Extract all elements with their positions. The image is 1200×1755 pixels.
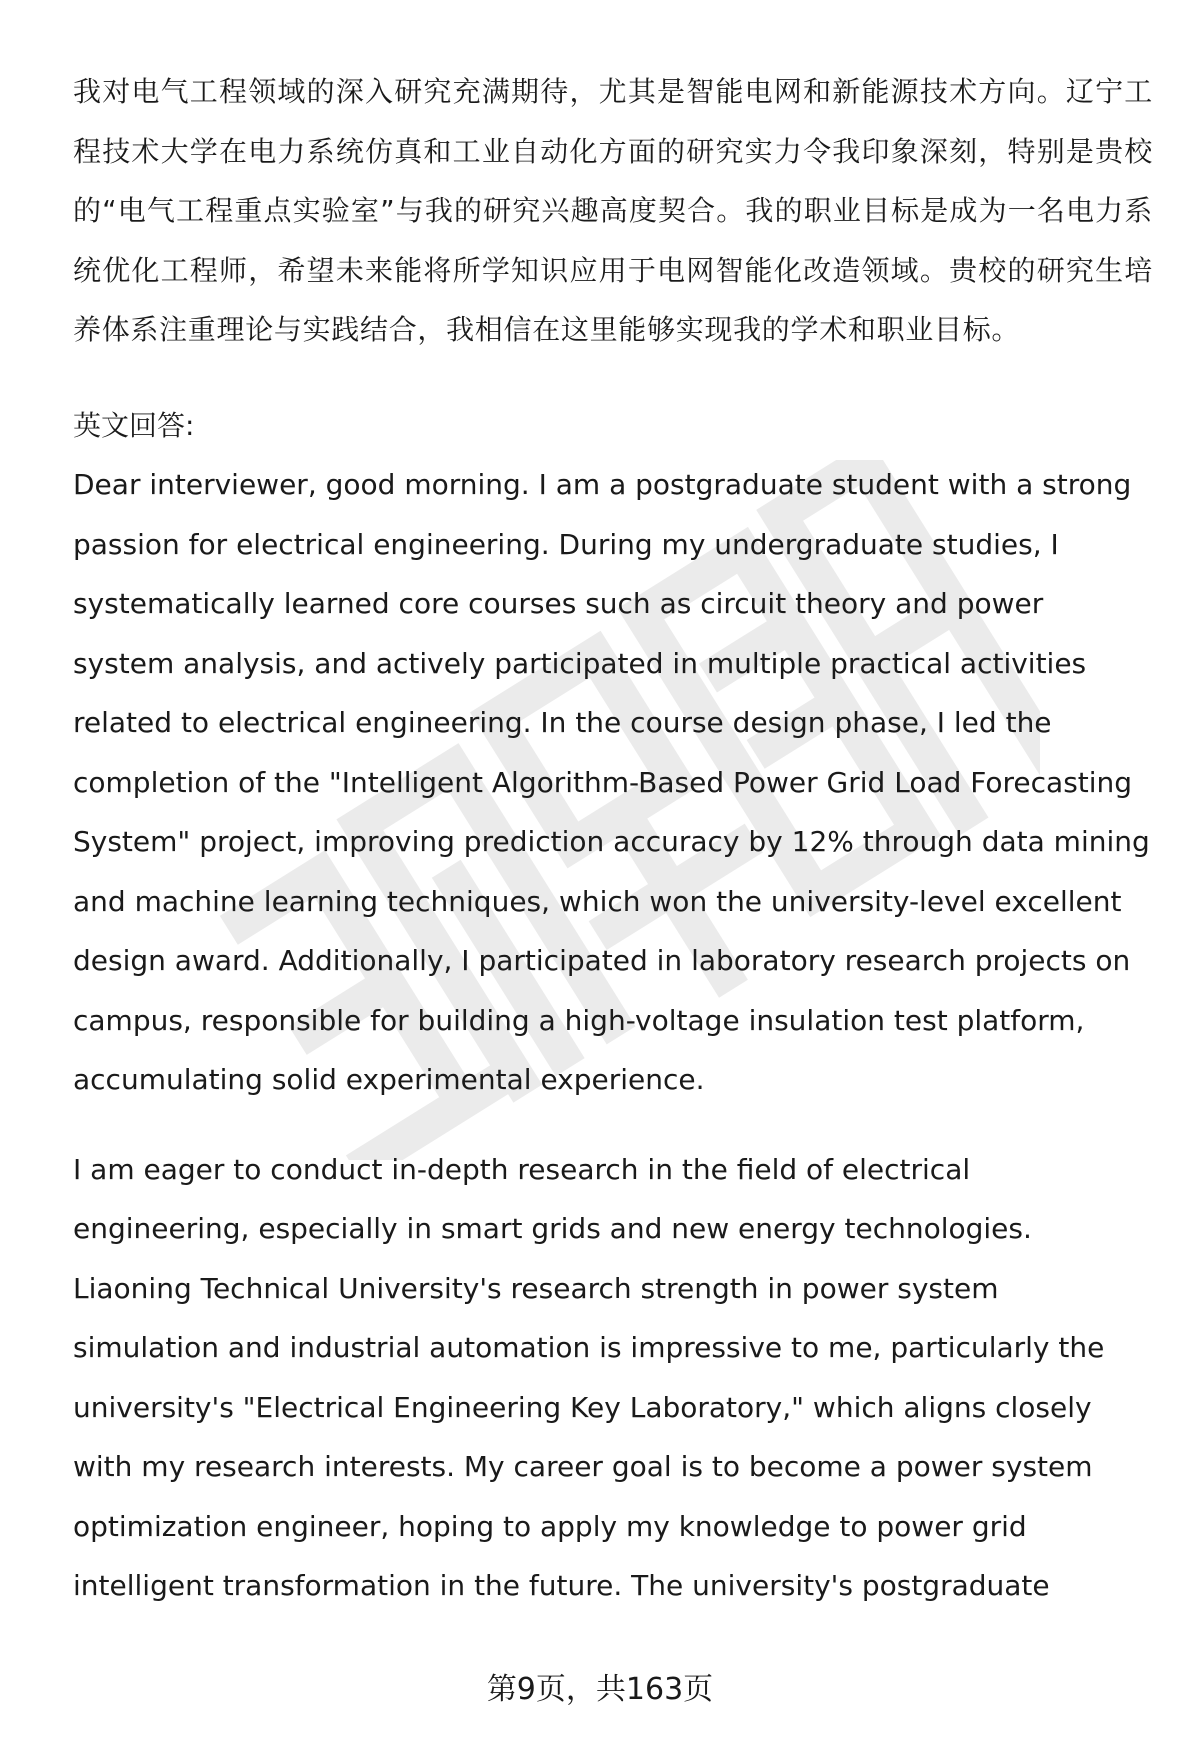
english-answer-label: 英文回答:: [73, 408, 195, 442]
paragraph-english-2: I am eager to conduct in-depth research in the field of electrical engineering, especially in smart grids and new energy technologies. Liaoning Technical University's research strength in power system simulation and industrial automation is impressive to me, particularly the university's "Electrical Engineering Key Laboratory," which aligns closely with my research interests. My career goal is to become a power system optimization engineer, hoping to apply my knowledge to power grid intelligent transformation in the future. The university's postgraduate: [73, 1152, 1105, 1602]
paragraph-english-1: Dear interviewer, good morning. I am a postgraduate student with a strong passion for electrical engineering. During my undergraduate studies, I systematically learned core courses such as circuit theory and power system analysis, and actively participated in multiple practical activities related to electrical engineering. In the course design phase, I led the completion of the "Intelligent Algorithm-Based Power Grid Load Forecasting System" project, improving prediction accuracy by 12% through data mining and machine learning techniques, which won the university-level excellent design award. Additionally, I participated in laboratory research projects on campus, responsible for building a high-voltage insulation test platform, accumulating solid experimental experience.: [73, 468, 1150, 1096]
paragraph-chinese: 我对电气工程领域的深入研究充满期待，尤其是智能电网和新能源技术方向。辽宁工程技术大学在电力系统仿真和工业自动化方面的研究实力令我印象深刻，特别是贵校的“电气工程重点实验室”与我的研究兴趣高度契合。我的职业目标是成为一名电力系统优化工程师，希望未来能将所学知识应用于电网智能化改造领域。贵校的研究生培养体系注重理论与实践结合，我相信在这里能够实现我的学术和职业目标。: [73, 75, 1153, 346]
page-number-footer: 第9页，共163页: [486, 1672, 714, 1707]
document-body: [73, 62, 1153, 1616]
paragraph-spacer: [73, 1110, 1153, 1140]
